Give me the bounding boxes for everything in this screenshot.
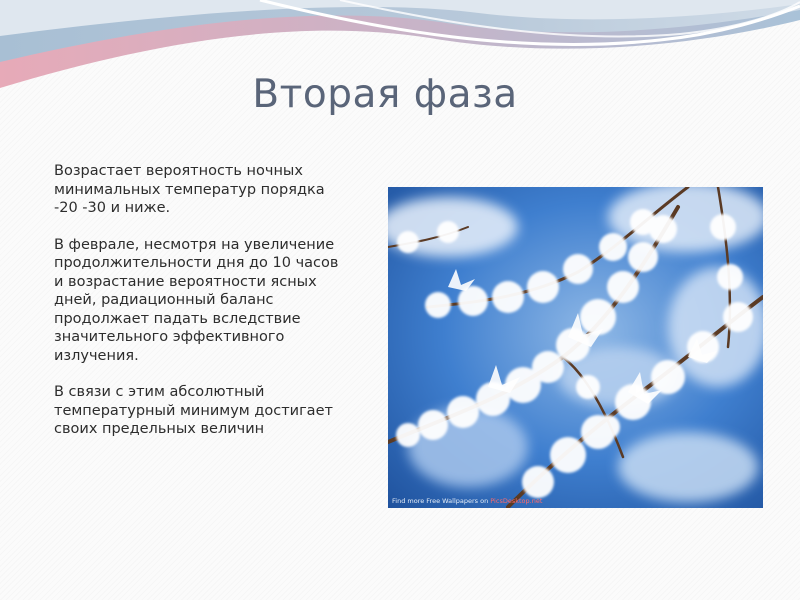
frost-branches-photo: [388, 187, 763, 508]
paragraph-3: В связи с этим абсолютный температурный минимум достигает своих предельных величин: [54, 384, 333, 437]
photo-watermark: Find more Free Wallpapers on PicsDesktop.net: [392, 497, 543, 505]
slide-title: Вторая фаза: [252, 72, 518, 117]
body-text: [54, 162, 372, 457]
paragraph-1: Возрастает вероятность ночных минимальных температур порядка -20 -30 и ниже.: [54, 163, 325, 216]
paragraph-2: В феврале, несмотря на увеличение продолжительности дня до 10 часов и возрастание вероятности ясных дней, радиационный баланс продолжает падать вследствие значительного эффективного излучения.: [54, 236, 339, 364]
